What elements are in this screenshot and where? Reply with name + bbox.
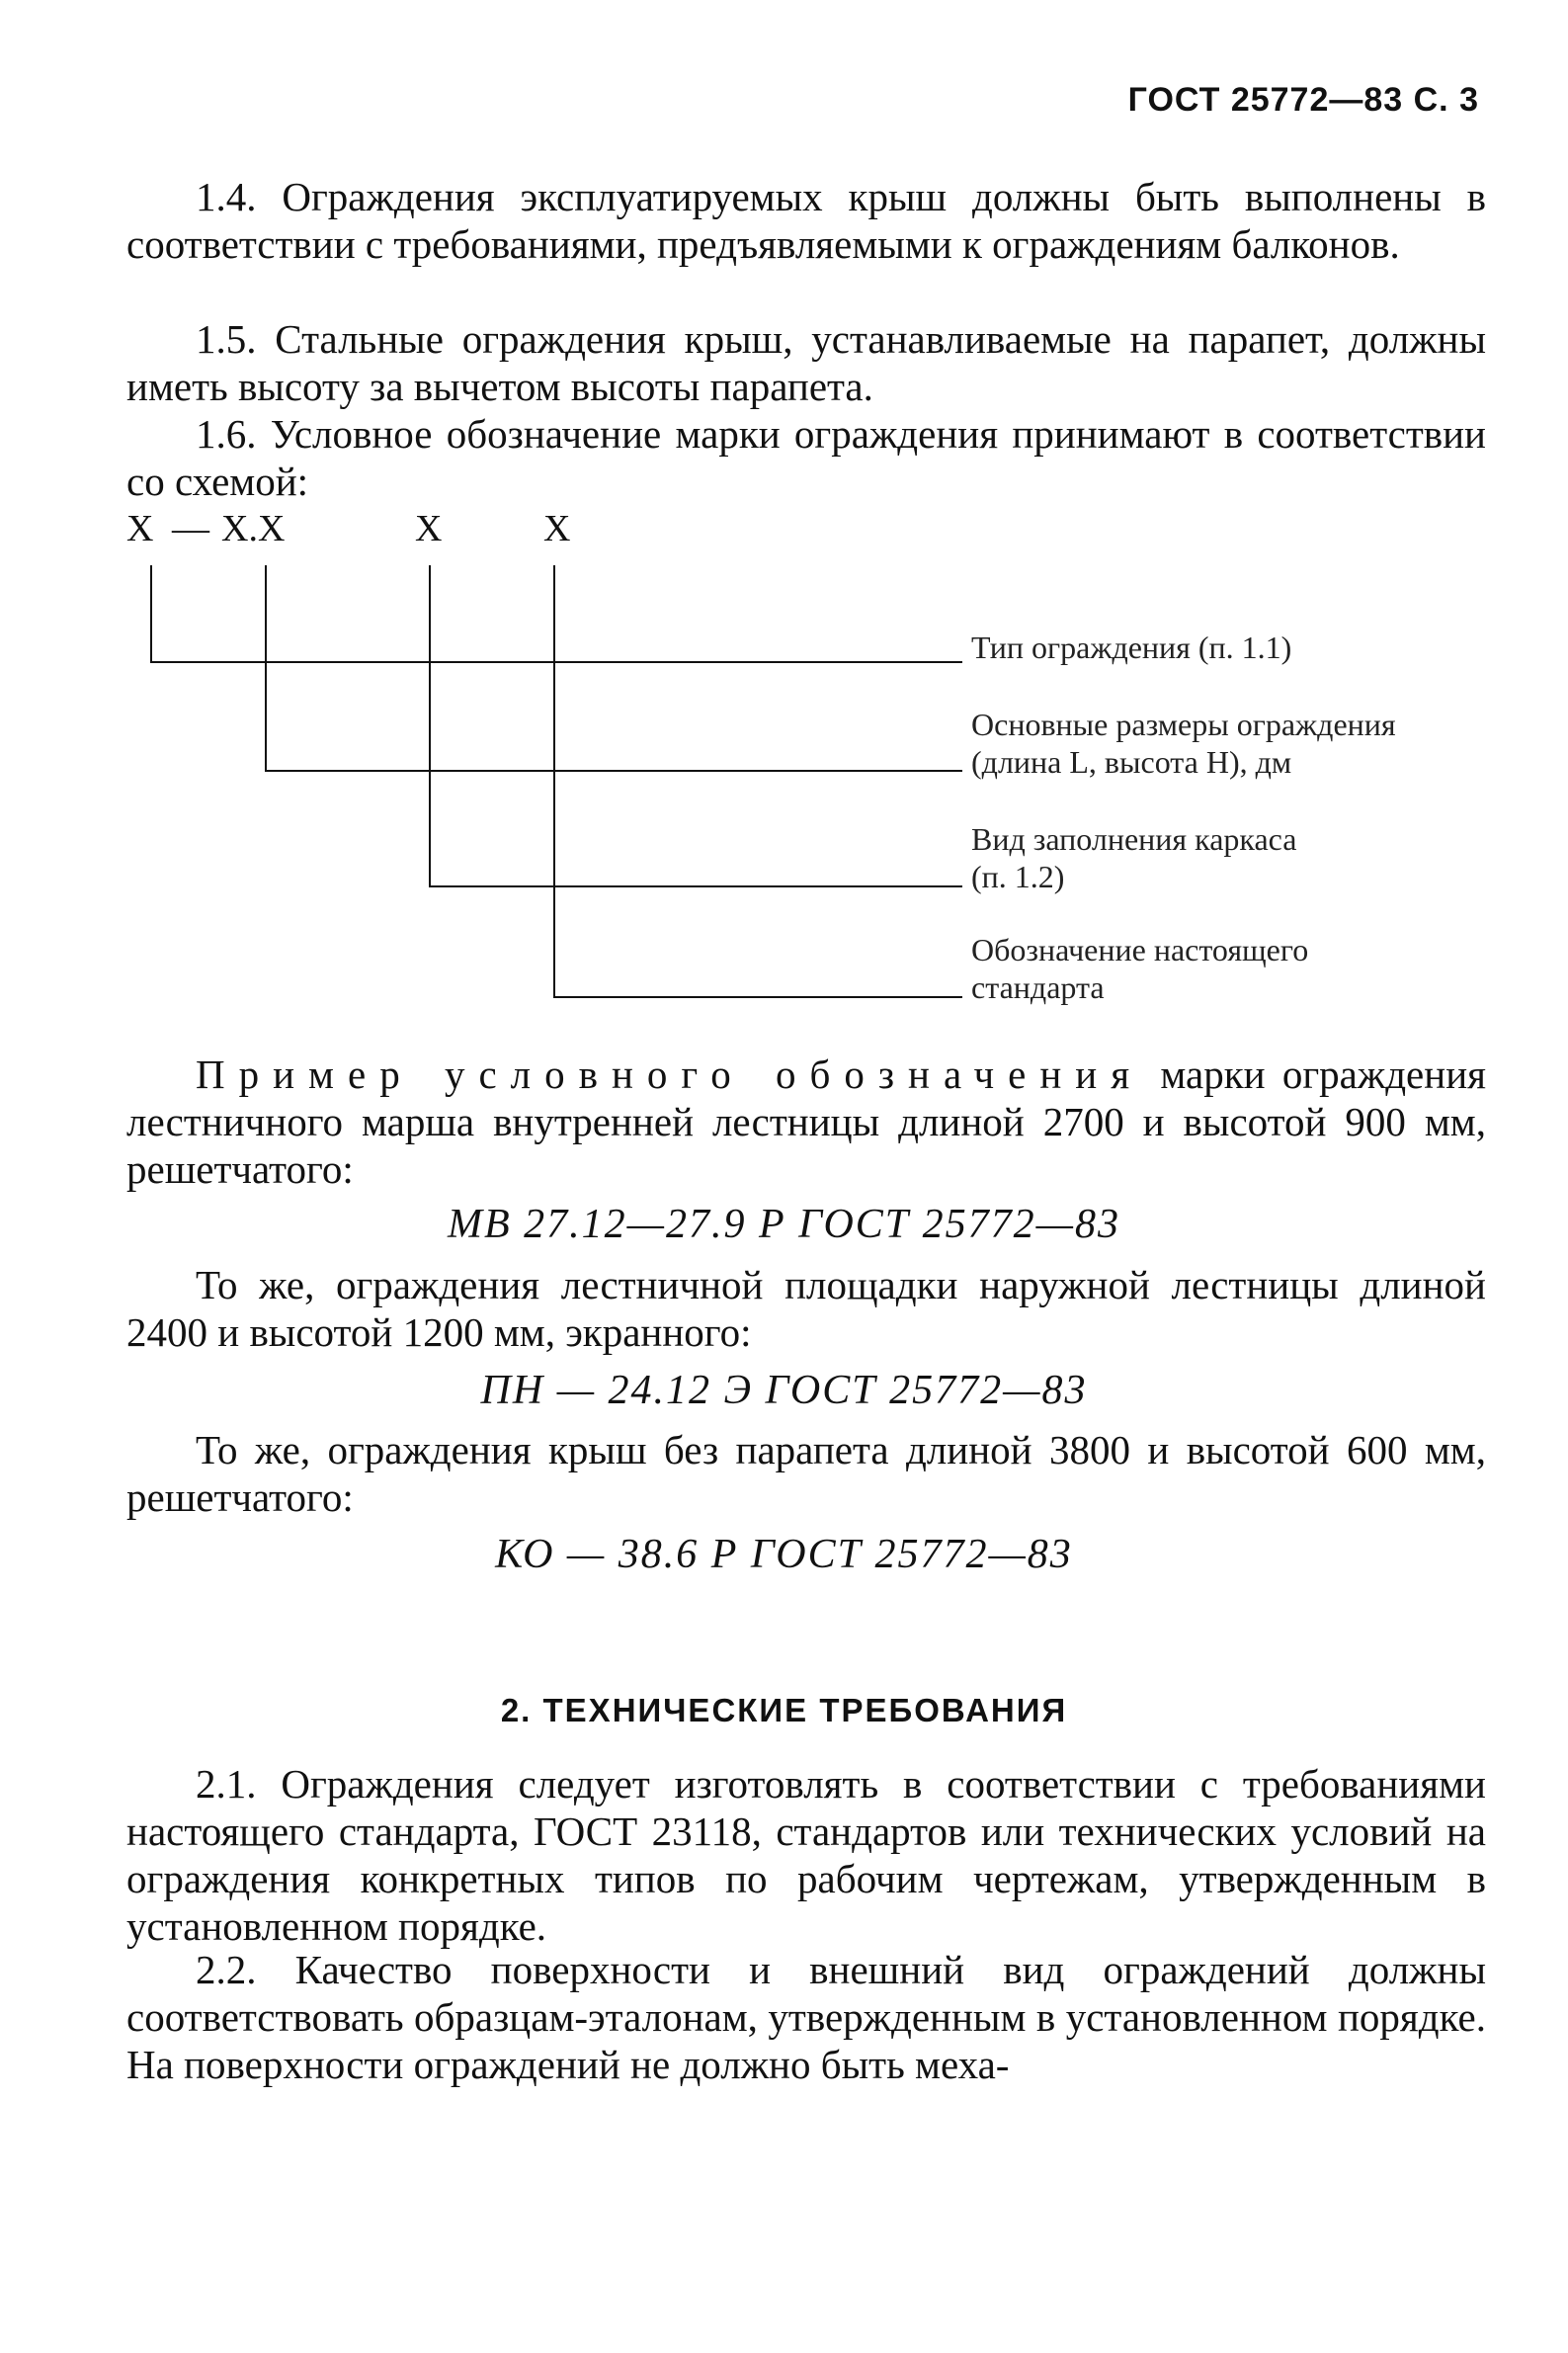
paragraph-same-2: То же, ограждения лестничной площадки наружной лестницы длиной 2400 и высотой 1200 мм, экранного: (126, 1262, 1486, 1355)
scheme-label-size: Основные размеры ограждения (длина L, высота H), дм (971, 707, 1396, 780)
example-lead: Пример условного обозначения (196, 1051, 1144, 1097)
scheme-letter-type: Х (126, 508, 154, 549)
scheme-letter-fill: Х (415, 508, 443, 549)
scheme-line-size-horizontal (265, 770, 962, 772)
scheme-line-type-horizontal (150, 661, 962, 663)
scheme-dash: — (172, 508, 209, 549)
paragraph-1-4: 1.4. Ограждения эксплуатируемых крыш должны быть выполнены в соответствии с требованиями, предъявляемыми к ограждениям балконов. (126, 174, 1486, 267)
paragraph-2-1: 2.1. Ограждения следует изготовлять в соответствии с требованиями настоящего стандарта, ГОСТ 23118, стандартов или технических условий на ограждения конкретных типов по рабочим чертежам, утвержденным в установленном порядке. (126, 1761, 1486, 1949)
scheme-line-fill-vertical (429, 565, 431, 886)
scheme-line-type-vertical (150, 565, 152, 662)
scheme-line-standard-vertical (553, 565, 555, 997)
scheme-line-size-vertical (265, 565, 267, 771)
paragraph-1-5: 1.5. Стальные ограждения крыш, устанавливаемые на парапет, должны иметь высоту за вычетом высоты парапета. (126, 316, 1486, 409)
scheme-label-type: Тип ограждения (п. 1.1) (971, 630, 1292, 665)
scheme-line-standard-horizontal (553, 996, 962, 998)
paragraph-1-6: 1.6. Условное обозначение марки ограждения принимают в соответствии со схемой: (126, 411, 1486, 504)
scheme-label-fill: Вид заполнения каркаса (п. 1.2) (971, 821, 1297, 894)
example-text: марки ограждения лестничного марша внутренней лестницы длиной 2700 и высотой 900 мм, решетчатого: (126, 1051, 1486, 1192)
scheme-letter-size: Х.Х (221, 508, 286, 549)
scheme-label-standard: Обозначение настоящего стандарта (971, 932, 1309, 1005)
page-header: ГОСТ 25772—83 С. 3 (1127, 81, 1479, 119)
section-2-title: 2. ТЕХНИЧЕСКИЕ ТРЕБОВАНИЯ (500, 1692, 1068, 1728)
scheme-line-fill-horizontal (429, 885, 962, 887)
formula-landing: ПН — 24.12 Э ГОСТ 25772—83 (480, 1368, 1088, 1413)
scheme-letter-standard: Х (543, 508, 571, 549)
formula-roof: КО — 38.6 Р ГОСТ 25772—83 (495, 1532, 1073, 1577)
formula-stair-march: МВ 27.12—27.9 Р ГОСТ 25772—83 (447, 1202, 1121, 1247)
paragraph-2-2: 2.2. Качество поверхности и внешний вид ограждений должны соответствовать образцам-эталонам, утвержденным в установленном порядке. На поверхности ограждений не должно быть меха- (126, 1947, 1486, 2087)
paragraph-same-3: То же, ограждения крыш без парапета длиной 3800 и высотой 600 мм, решетчатого: (126, 1427, 1486, 1520)
example-paragraph (126, 1050, 1486, 1193)
